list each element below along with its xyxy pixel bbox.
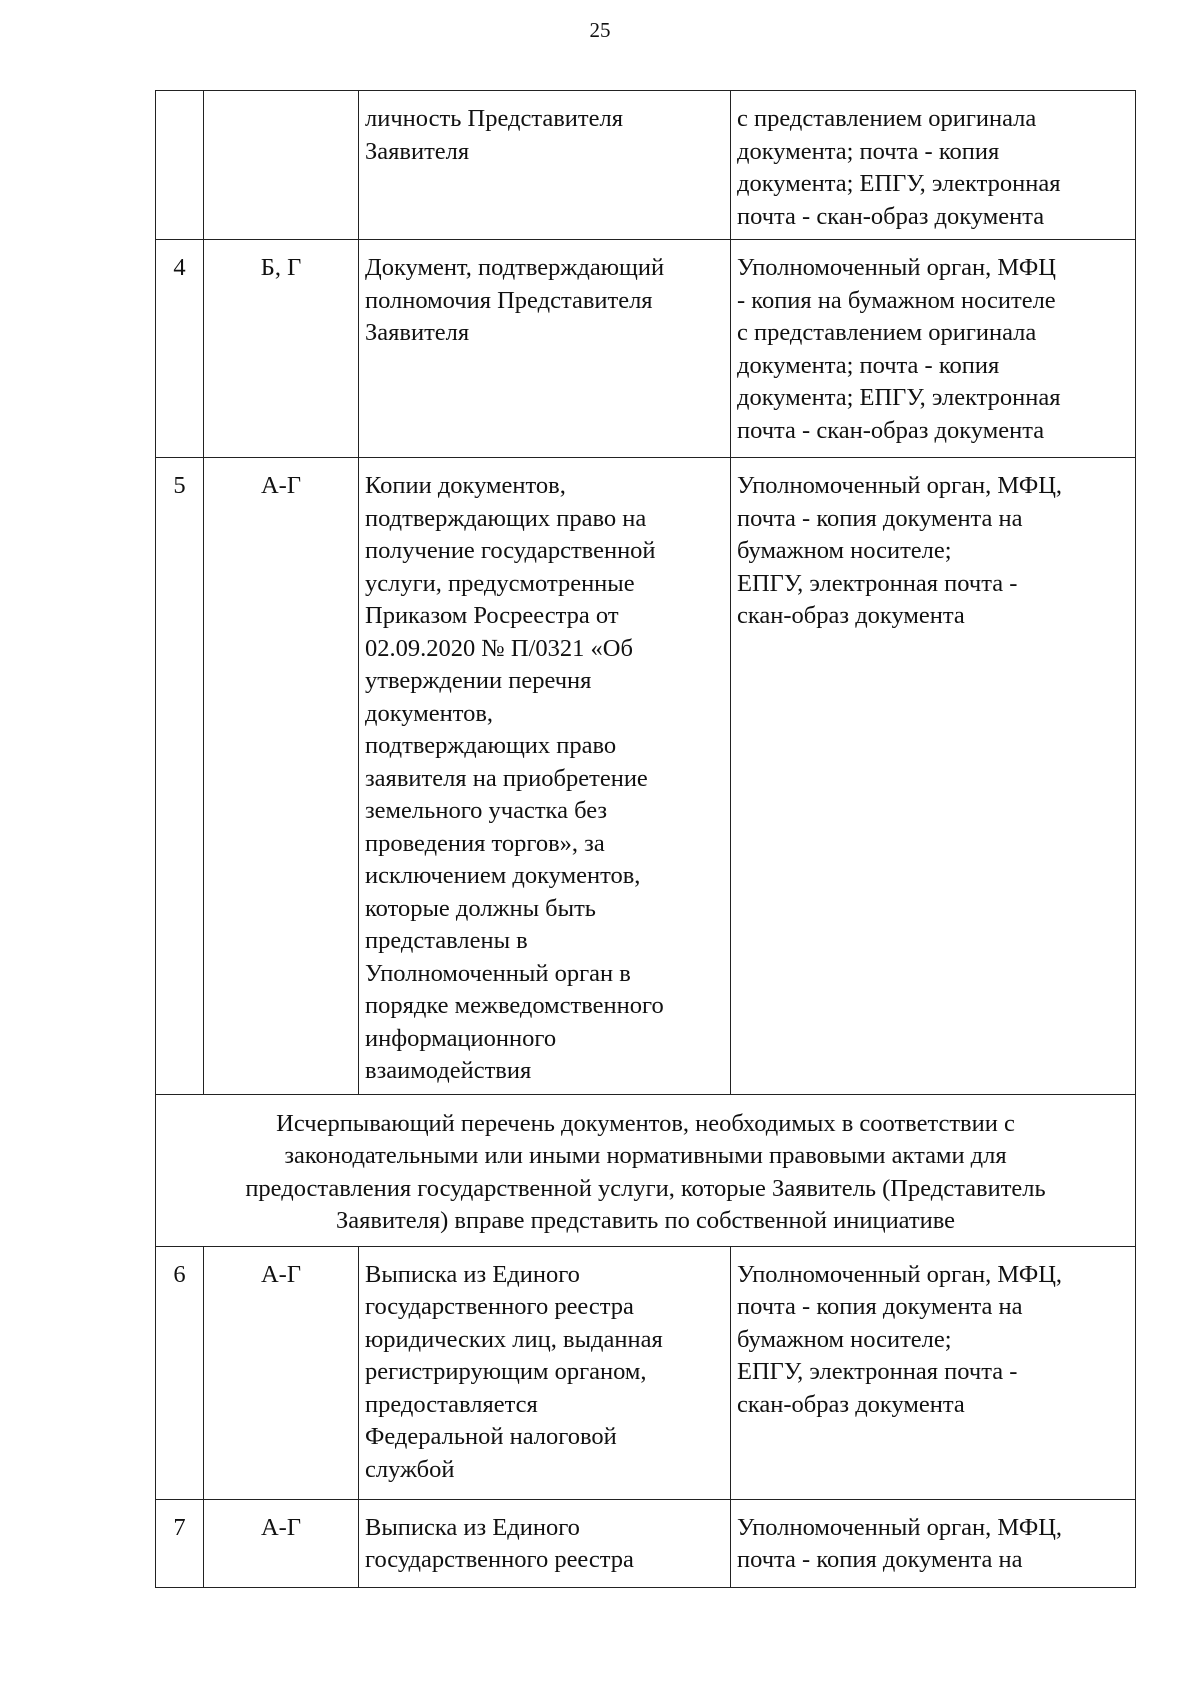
document-name-cell: личность Представителя Заявителя: [359, 91, 731, 240]
section-heading-row: [156, 1094, 1136, 1246]
submission-method-cell: Уполномоченный орган, МФЦ - копия на бумажном носителе с представлением оригинала документа; почта - копия документа; ЕПГУ, электронная почта - скан-образ документа: [731, 240, 1136, 458]
submission-method-cell: с представлением оригинала документа; почта - копия документа; ЕПГУ, электронная почта - скан-образ документа: [731, 91, 1136, 240]
row-number-cell: 6: [156, 1246, 204, 1499]
documents-table: [155, 90, 1136, 1588]
table-row: [156, 91, 1136, 240]
submission-method-cell: Уполномоченный орган, МФЦ, почта - копия документа на бумажном носителе; ЕПГУ, электронная почта - скан-образ документа: [731, 458, 1136, 1095]
row-number-cell: 7: [156, 1499, 204, 1587]
document-name-cell: Выписка из Единого государственного реестра юридических лиц, выданная регистрирующим органом, предоставляется Федеральной налоговой службой: [359, 1246, 731, 1499]
applicant-category-cell: Б, Г: [204, 240, 359, 458]
row-number-cell: [156, 91, 204, 240]
section-heading: Исчерпывающий перечень документов, необходимых в соответствии с законодательными или иными нормативными правовыми актами для предоставления государственной услуги, которые Заявитель (Представитель Заявителя) вправе представить по собственной инициативе: [156, 1094, 1136, 1246]
document-name-cell: Выписка из Единого государственного реестра: [359, 1499, 731, 1587]
table-row: [156, 240, 1136, 458]
table-row: [156, 1499, 1136, 1587]
row-number-cell: 5: [156, 458, 204, 1095]
submission-method-cell: Уполномоченный орган, МФЦ, почта - копия документа на бумажном носителе; ЕПГУ, электронная почта - скан-образ документа: [731, 1246, 1136, 1499]
applicant-category-cell: А-Г: [204, 1246, 359, 1499]
document-name-cell: Копии документов, подтверждающих право на получение государственной услуги, предусмотренные Приказом Росреестра от 02.09.2020 № П/0321 «Об утверждении перечня документов, подтверждающих право заявителя на приобретение земельного участка без проведения торгов», за исключением документов, которые должны быть представлены в Уполномоченный орган в порядке межведомственного информационного взаимодействия: [359, 458, 731, 1095]
applicant-category-cell: А-Г: [204, 1499, 359, 1587]
table-row: [156, 1246, 1136, 1499]
submission-method-cell: Уполномоченный орган, МФЦ, почта - копия документа на: [731, 1499, 1136, 1587]
row-number-cell: 4: [156, 240, 204, 458]
page-number: 25: [589, 18, 611, 42]
document-name-cell: Документ, подтверждающий полномочия Представителя Заявителя: [359, 240, 731, 458]
table-row: [156, 458, 1136, 1095]
applicant-category-cell: А-Г: [204, 458, 359, 1095]
applicant-category-cell: [204, 91, 359, 240]
